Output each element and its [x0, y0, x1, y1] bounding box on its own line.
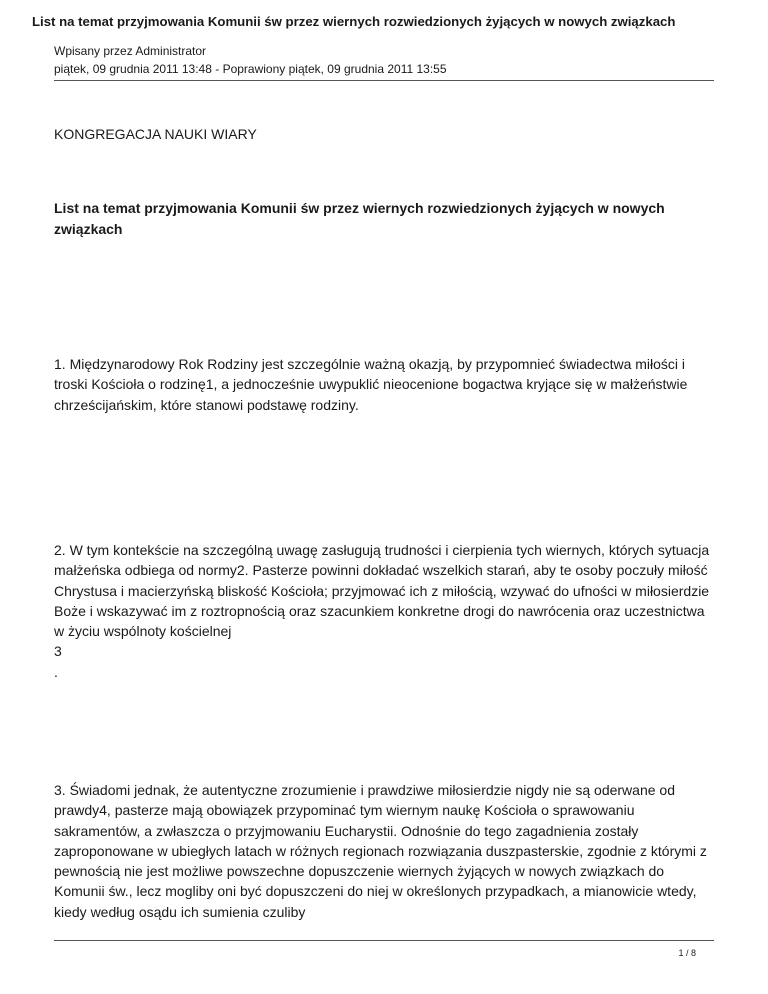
- paragraph-3: 3. Świadomi jednak, że autentyczne zrozumienie i prawdziwe miłosierdzie nigdy nie są oderwane od prawdy4, pasterze mają obowiązek przypominać tym wiernym naukę Kościoła o sprawowaniu sakramentów, a zwłaszcza o przyjmowaniu Eucharystii. Odnośnie do tego zagadnienia zostały zaproponowane w ubiegłych latach w różnych regionach rozwiązania duszpasterskie, zgodnie z którymi z pewnością nie jest możliwe powszechne dopuszczenie wiernych żyjących w nowych związkach do Komunii św., lecz mogliby oni być dopuszczeni do niej w określonych przypadkach, a mianowicie wtedy, kiedy według osądu ich sumienia czuliby: [54, 782, 707, 920]
- footnote-marker: 3: [54, 643, 62, 660]
- footer-divider: [54, 940, 714, 941]
- header-title: List na temat przyjmowania Komunii św przez wiernych rozwiedzionych żyjących w nowych związkach: [32, 14, 676, 29]
- document-title: List na temat przyjmowania Komunii św przez wiernych rozwiedzionych żyjących w nowych związkach: [54, 200, 665, 237]
- paragraph-1: 1. Międzynarodowy Rok Rodziny jest szczególnie ważną okazją, by przypomnieć świadectwa miłości i troski Kościoła o rodzinę1, a jednocześnie uwypuklić nieocenione bogactwa kryjące się w małżeństwie chrześcijańskim, które stanowi podstawę rodziny.: [54, 356, 688, 413]
- author-line: Wpisany przez Administrator: [54, 44, 207, 58]
- paragraph-2: [54, 540, 714, 682]
- paragraph-2-end: .: [54, 663, 58, 680]
- header-divider: [54, 80, 714, 81]
- page-number: 1 / 8: [678, 948, 696, 958]
- date-line: piątek, 09 grudnia 2011 13:48 - Poprawiony piątek, 09 grudnia 2011 13:55: [54, 62, 447, 76]
- paragraph-2-text: 2. W tym kontekście na szczególną uwagę zasługują trudności i cierpienia tych wiernych, których sytuacja małżeńska odbiega od normy2. Pasterze powinni dokładać wszelkich starań, aby te osoby poczuły miłość Chrystusa i macierzyńską bliskość Kościoła; przyjmować ich z miłością, wzywać do ufności w miłosierdzie Boże i wskazywać im z roztropnością oraz szacunkiem konkretne drogi do nawrócenia oraz uczestnictwa w życiu wspólnoty kościelnej: [54, 542, 710, 640]
- congregation-heading: KONGREGACJA NAUKI WIARY: [54, 126, 257, 142]
